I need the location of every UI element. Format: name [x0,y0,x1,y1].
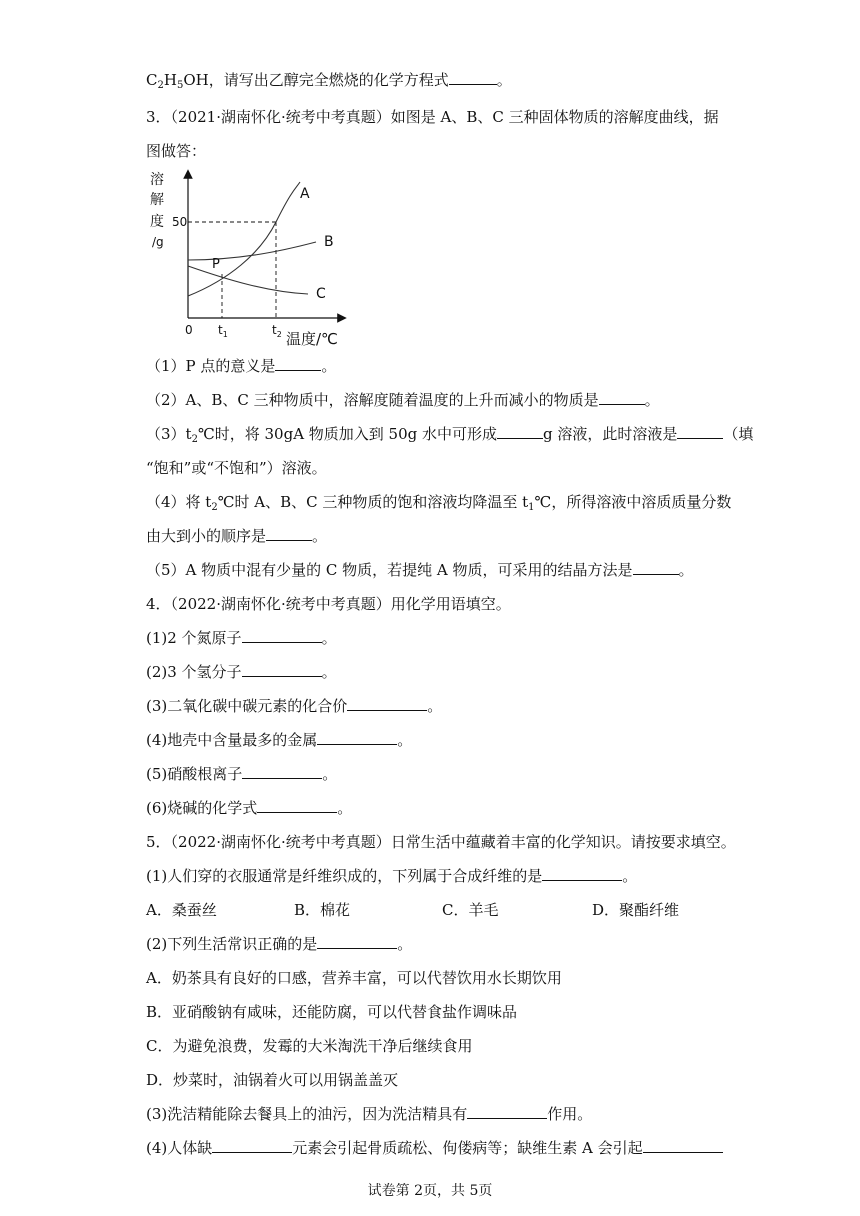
answer-blank[interactable] [467,1104,547,1119]
answer-blank[interactable] [449,70,497,85]
answer-blank[interactable] [317,730,397,745]
q5-sub4: (4)人体缺 元素会引起骨质疏松、佝偻病等；缺维生素 A 会引起 [146,1138,723,1158]
q4-title: 4．（2022·湖南怀化·统考中考真题）用化学用语填空。 [146,595,511,613]
q4-item: (1)2 个氮原子 。 [146,629,337,647]
formula-sub: 2 [157,80,164,91]
y-label-char: 解 [150,192,164,208]
q5-sub1: (1)人们穿的衣服通常是纤维织成的，下列属于合成纤维的是 。 [146,867,638,885]
x-tick-t2: $t_2$ [272,323,282,339]
y-label-char: /g [152,235,164,249]
formula-h: H [163,71,177,89]
q3-sub4-cont: 由大到小的顺序是 。 [146,527,328,545]
q3-sub3: $(3)t_2℃$时，将 30gA 物质加入到 50g 水中可形成 g 溶液，此时溶液是 （填 [146,425,754,445]
option-a[interactable]: A．桑蚕丝 [146,901,217,919]
answer-blank[interactable] [542,866,622,881]
y-label-char: 溶 [150,172,164,188]
answer-blank[interactable] [242,764,322,779]
q4-item: (5)硝酸根离子 。 [146,765,338,783]
q3-title: 3．（2021·湖南怀化·统考中考真题）如图是 A、B、C 三种固体物质的溶解度曲线，据 [146,108,719,126]
formula-sub: 5 [176,80,184,91]
q3-title-cont: 图做答： [146,142,207,160]
series-label-A: A [300,186,310,202]
answer-blank[interactable] [212,1138,292,1153]
answer-blank[interactable] [242,662,322,677]
intro-text: OH，请写出乙醇完全燃烧的化学方程式 [183,71,449,89]
q3-sub1: （1）P 点的意义是 。 [146,357,337,375]
formula-c: C [146,71,158,89]
q4-item: (3)二氧化碳中碳元素的化合价 。 [146,697,443,715]
q3-sub2: （2）A、B、C 三种物质中，溶解度随着温度的上升而减小的物质是 。 [146,391,660,409]
option-a[interactable]: A．奶茶具有良好的口感，营养丰富，可以代替饮用水长期饮用 [146,969,562,987]
q4-item: (2)3 个氢分子 。 [146,663,337,681]
period: 。 [496,71,512,89]
answer-blank[interactable] [317,934,397,949]
intro-line [146,70,512,90]
q4-item: (6)烧碱的化学式 。 [146,799,353,817]
option-d[interactable]: D．聚酯纤维 [592,901,680,919]
answer-blank[interactable] [266,526,312,541]
curve-A [188,182,300,296]
curve-C [188,266,308,294]
answer-blank[interactable] [242,628,322,643]
series-label-C: C [316,286,326,302]
q3-sub4: （4）将 $t_2℃$时 A、B、C 三种物质的饱和溶液均降温至 $t_1℃$，所得溶液中溶质质量分数 [146,493,732,513]
q5-title: 5．（2022·湖南怀化·统考中考真题）日常生活中蕴藏着丰富的化学知识。请按要求填空。 [146,833,736,851]
option-b[interactable]: B．亚硝酸钠有咸味，还能防腐，可以代替食盐作调味品 [146,1003,518,1021]
option-d[interactable]: D．炒菜时，油锅着火可以用锅盖盖灭 [146,1071,399,1089]
x-tick-0: 0 [185,323,193,337]
answer-blank[interactable] [275,356,321,371]
answer-blank[interactable] [257,798,337,813]
curve-B [188,242,316,260]
q5-sub1-options [146,900,716,920]
page-footer: 试卷第 2页，共 5页 [367,1183,493,1199]
solubility-chart [148,168,348,350]
answer-blank[interactable] [677,424,723,439]
q5-sub2: (2)下列生活常识正确的是 。 [146,935,413,953]
q5-sub3: (3)洗洁精能除去餐具上的油污，因为洗洁精具有 作用。 [146,1105,593,1123]
q3-sub3-cont: “饱和”或“不饱和”）溶液。 [146,459,327,477]
answer-blank[interactable] [643,1138,723,1153]
answer-blank[interactable] [633,560,679,575]
q3-sub5: （5）A 物质中混有少量的 C 物质，若提纯 A 物质，可采用的结晶方法是 。 [146,561,694,579]
answer-blank[interactable] [599,390,645,405]
answer-blank[interactable] [347,696,427,711]
answer-blank[interactable] [497,424,543,439]
option-c[interactable]: C．为避免浪费，发霉的大米淘洗干净后继续食用 [146,1037,473,1055]
x-tick-t1: $t_1$ [218,323,228,339]
q4-item: (4)地壳中含量最多的金属 。 [146,731,413,749]
point-P-label: P [212,257,220,272]
series-label-B: B [324,234,334,250]
option-c[interactable]: C．羊毛 [442,901,499,919]
y-label-char: 度 [150,214,164,230]
x-axis-label: 温度/℃ [286,330,338,348]
y-tick-50: 50 [172,215,188,229]
option-b[interactable]: B．棉花 [294,901,351,919]
